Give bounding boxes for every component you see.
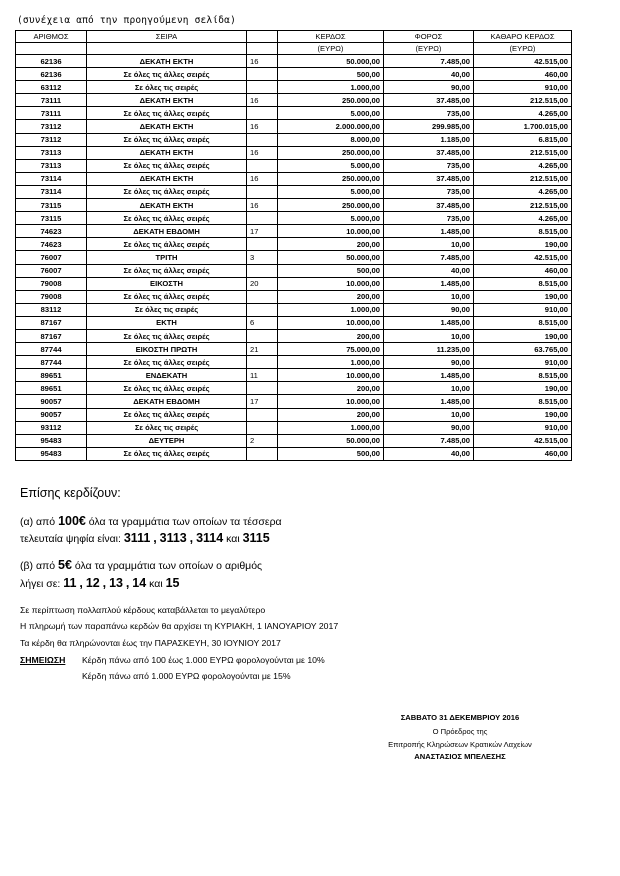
cell-tax: 7.485,00: [384, 434, 474, 447]
cell-tax: 1.185,00: [384, 133, 474, 146]
cell-series: ΔΕΚΑΤΗ ΕΚΤΗ: [87, 146, 247, 159]
cell-tax: 10,00: [384, 238, 474, 251]
cell-number: 87167: [16, 316, 87, 329]
table-row: [16, 290, 572, 303]
cell-number: 87744: [16, 343, 87, 356]
cell-prize: 50.000,00: [278, 55, 384, 68]
cell-prize: 1.000,00: [278, 303, 384, 316]
cell-number: 73111: [16, 94, 87, 107]
cell-prize: 75.000,00: [278, 343, 384, 356]
para-b-amount: 5€: [58, 558, 72, 572]
cell-draw: 16: [247, 146, 278, 159]
table-row: [16, 277, 572, 290]
cell-net: 8.515,00: [474, 316, 572, 329]
cell-prize: 10.000,00: [278, 395, 384, 408]
cell-draw: 16: [247, 94, 278, 107]
cell-series: Σε όλες τις σειρές: [87, 81, 247, 94]
table-row: [16, 356, 572, 369]
cell-draw: [247, 212, 278, 225]
header-tax: ΦΟΡΟΣ: [384, 31, 474, 43]
table-row: [16, 264, 572, 277]
cell-net: 212.515,00: [474, 146, 572, 159]
cell-tax: 90,00: [384, 303, 474, 316]
cell-series: Σε όλες τις σειρές: [87, 303, 247, 316]
table-row: [16, 434, 572, 447]
cell-net: 190,00: [474, 290, 572, 303]
cell-prize: 1.000,00: [278, 421, 384, 434]
cell-number: 73111: [16, 107, 87, 120]
cell-series: ΔΕΚΑΤΗ ΕΚΤΗ: [87, 94, 247, 107]
table-row: [16, 159, 572, 172]
cell-series: Σε όλες τις άλλες σειρές: [87, 212, 247, 225]
note-label: ΣΗΜΕΙΩΣΗ: [20, 655, 66, 665]
cell-net: 190,00: [474, 408, 572, 421]
cell-series: Σε όλες τις άλλες σειρές: [87, 408, 247, 421]
cell-net: 212.515,00: [474, 199, 572, 212]
header-number-blank: [16, 43, 87, 55]
cell-tax: 10,00: [384, 408, 474, 421]
note-payment-end: Τα κέρδη θα πληρώνονται έως την ΠΑΡΑΣΚΕΥΗ, 30 ΙΟΥΝΙΟΥ 2017: [20, 638, 281, 648]
cell-prize: 200,00: [278, 238, 384, 251]
header-series-blank: [87, 43, 247, 55]
cell-net: 910,00: [474, 303, 572, 316]
cell-net: 910,00: [474, 421, 572, 434]
cell-series: ΔΕΚΑΤΗ ΕΒΔΟΜΗ: [87, 225, 247, 238]
results-table: [15, 30, 572, 461]
para-a-prefix: (α) από: [20, 516, 56, 528]
table-row: [16, 107, 572, 120]
cell-tax: 90,00: [384, 356, 474, 369]
signature-committee: Επιτροπής Κληρώσεων Κρατικών Λαχείων: [388, 740, 532, 749]
cell-series: Σε όλες τις άλλες σειρές: [87, 447, 247, 460]
cell-prize: 500,00: [278, 447, 384, 460]
cell-tax: 1.485,00: [384, 277, 474, 290]
cell-number: 76007: [16, 251, 87, 264]
note-multiple-prize: Σε περίπτωση πολλαπλού κέρδους καταβάλλεται το μεγαλύτερο: [20, 605, 266, 615]
cell-number: 87167: [16, 329, 87, 342]
table-row: [16, 120, 572, 133]
table-row: [16, 408, 572, 421]
table-row: [16, 225, 572, 238]
para-a-line2-prefix: τελευταία ψηφία είναι:: [20, 533, 121, 545]
para-b-ending-1: 11: [63, 576, 77, 590]
cell-net: 910,00: [474, 81, 572, 94]
cell-number: 79008: [16, 290, 87, 303]
results-table-body: [16, 55, 572, 461]
para-a-amount: 100€: [58, 514, 86, 528]
cell-net: 190,00: [474, 329, 572, 342]
cell-net: 6.815,00: [474, 133, 572, 146]
cell-tax: 37.485,00: [384, 146, 474, 159]
cell-draw: 17: [247, 225, 278, 238]
table-header-row: [16, 31, 572, 43]
cell-draw: 16: [247, 172, 278, 185]
cell-tax: 10,00: [384, 329, 474, 342]
cell-prize: 200,00: [278, 290, 384, 303]
cell-net: 4.265,00: [474, 159, 572, 172]
cell-tax: 1.485,00: [384, 225, 474, 238]
table-row: [16, 421, 572, 434]
header-number: ΑΡΙΘΜΟΣ: [16, 31, 87, 43]
cell-net: 212.515,00: [474, 172, 572, 185]
para-a-digits-4: 3115: [242, 531, 270, 545]
cell-draw: [247, 68, 278, 81]
cell-draw: 16: [247, 55, 278, 68]
cell-number: 90057: [16, 395, 87, 408]
table-row: [16, 238, 572, 251]
cell-prize: 1.000,00: [278, 81, 384, 94]
cell-net: 42.515,00: [474, 251, 572, 264]
cell-tax: 1.485,00: [384, 369, 474, 382]
cell-prize: 1.000,00: [278, 356, 384, 369]
table-row: [16, 369, 572, 382]
cell-prize: 8.000,00: [278, 133, 384, 146]
table-row: [16, 212, 572, 225]
header-tax-unit: (ΕΥΡΩ): [384, 43, 474, 55]
header-series: ΣΕΙΡΑ: [87, 31, 247, 43]
cell-prize: 250.000,00: [278, 199, 384, 212]
cell-number: 89651: [16, 382, 87, 395]
table-row: [16, 81, 572, 94]
table-row: [16, 199, 572, 212]
cell-tax: 299.985,00: [384, 120, 474, 133]
cell-tax: 90,00: [384, 81, 474, 94]
table-row: [16, 382, 572, 395]
header-draw: [247, 31, 278, 43]
cell-prize: 50.000,00: [278, 434, 384, 447]
cell-prize: 200,00: [278, 382, 384, 395]
cell-net: 190,00: [474, 238, 572, 251]
cell-tax: 735,00: [384, 185, 474, 198]
cell-number: 73115: [16, 212, 87, 225]
cell-tax: 40,00: [384, 447, 474, 460]
cell-number: 73113: [16, 159, 87, 172]
para-b-ending-5: 15: [165, 576, 180, 590]
cell-number: 90057: [16, 408, 87, 421]
paragraph-a-line2: τελευταία ψηφία είναι: 3111 , 3113 , 3114 και 3115: [20, 531, 270, 545]
cell-number: 89651: [16, 369, 87, 382]
cell-number: 95483: [16, 447, 87, 460]
cell-draw: [247, 408, 278, 421]
cell-draw: 21: [247, 343, 278, 356]
cell-draw: [247, 447, 278, 460]
cell-net: 4.265,00: [474, 107, 572, 120]
cell-number: 79008: [16, 277, 87, 290]
cell-series: Σε όλες τις άλλες σειρές: [87, 382, 247, 395]
header-net-unit: (ΕΥΡΩ): [474, 43, 572, 55]
para-a-text: όλα τα γραμμάτια των οποίων τα τέσσερα: [88, 516, 282, 528]
cell-series: ΔΕΥΤΕΡΗ: [87, 434, 247, 447]
cell-net: 8.515,00: [474, 369, 572, 382]
cell-prize: 250.000,00: [278, 146, 384, 159]
cell-tax: 90,00: [384, 421, 474, 434]
cell-number: 62136: [16, 55, 87, 68]
cell-series: ΕΙΚΟΣΤΗ ΠΡΩΤΗ: [87, 343, 247, 356]
cell-series: ΔΕΚΑΤΗ ΕΒΔΟΜΗ: [87, 395, 247, 408]
cell-number: 74623: [16, 225, 87, 238]
cell-number: 73112: [16, 120, 87, 133]
cell-tax: 10,00: [384, 290, 474, 303]
cell-draw: [247, 421, 278, 434]
cell-draw: 2: [247, 434, 278, 447]
para-a-and: και: [226, 533, 240, 545]
para-a-digits-2: 3113: [159, 531, 187, 545]
cell-tax: 37.485,00: [384, 172, 474, 185]
para-a-digits-3: 3114: [196, 531, 224, 545]
cell-number: 76007: [16, 264, 87, 277]
note-payment-start: Η πληρωμή των παραπάνω κερδών θα αρχίσει τη ΚΥΡΙΑΚΗ, 1 ΙΑΝΟΥΑΡΙΟΥ 2017: [20, 621, 339, 631]
cell-series: Σε όλες τις άλλες σειρές: [87, 159, 247, 172]
cell-number: 63112: [16, 81, 87, 94]
cell-series: ΤΡΙΤΗ: [87, 251, 247, 264]
cell-prize: 200,00: [278, 408, 384, 421]
cell-tax: 735,00: [384, 212, 474, 225]
signature-name: ΑΝΑΣΤΑΣΙΟΣ ΜΠΕΛΕΣΗΣ: [414, 752, 506, 761]
cell-prize: 10.000,00: [278, 225, 384, 238]
cell-draw: 17: [247, 395, 278, 408]
cell-series: ΕΝΔΕΚΑΤΗ: [87, 369, 247, 382]
cell-series: Σε όλες τις άλλες σειρές: [87, 185, 247, 198]
cell-net: 4.265,00: [474, 185, 572, 198]
cell-series: Σε όλες τις σειρές: [87, 421, 247, 434]
cell-draw: [247, 107, 278, 120]
note-tax-10: Κέρδη πάνω από 100 έως 1.000 ΕΥΡΩ φορολογούνται με 10%: [82, 655, 325, 665]
cell-prize: 250.000,00: [278, 94, 384, 107]
cell-prize: 500,00: [278, 264, 384, 277]
cell-series: ΕΙΚΟΣΤΗ: [87, 277, 247, 290]
cell-prize: 10.000,00: [278, 316, 384, 329]
cell-net: 460,00: [474, 264, 572, 277]
para-b-ending-2: 12: [85, 576, 100, 590]
cell-prize: 500,00: [278, 68, 384, 81]
table-row: [16, 329, 572, 342]
signature-role: Ο Πρόεδρος της: [432, 727, 488, 736]
cell-prize: 250.000,00: [278, 172, 384, 185]
paragraph-a-line1: [20, 514, 282, 528]
cell-draw: [247, 356, 278, 369]
cell-number: 74623: [16, 238, 87, 251]
cell-draw: 16: [247, 120, 278, 133]
cell-prize: 10.000,00: [278, 277, 384, 290]
cell-draw: [247, 133, 278, 146]
header-net: ΚΑΘΑΡΟ ΚΕΡΔΟΣ: [474, 31, 572, 43]
cell-net: 8.515,00: [474, 395, 572, 408]
cell-tax: 1.485,00: [384, 395, 474, 408]
cell-net: 8.515,00: [474, 225, 572, 238]
cell-net: 460,00: [474, 447, 572, 460]
cell-net: 42.515,00: [474, 434, 572, 447]
cell-tax: 10,00: [384, 382, 474, 395]
cell-series: ΔΕΚΑΤΗ ΕΚΤΗ: [87, 120, 247, 133]
para-b-text: όλα τα γραμμάτια των οποίων ο αριθμός: [74, 560, 263, 572]
continued-note: (συνέχεια από την προηγούμενη σελίδα): [17, 15, 237, 26]
cell-series: Σε όλες τις άλλες σειρές: [87, 290, 247, 303]
cell-number: 62136: [16, 68, 87, 81]
cell-number: 73112: [16, 133, 87, 146]
cell-draw: 11: [247, 369, 278, 382]
table-row: [16, 185, 572, 198]
cell-net: 1.700.015,00: [474, 120, 572, 133]
cell-tax: 735,00: [384, 107, 474, 120]
cell-prize: 10.000,00: [278, 369, 384, 382]
cell-prize: 5.000,00: [278, 212, 384, 225]
cell-draw: 16: [247, 199, 278, 212]
cell-prize: 50.000,00: [278, 251, 384, 264]
cell-prize: 5.000,00: [278, 159, 384, 172]
cell-number: 73114: [16, 185, 87, 198]
para-a-digits-1: 3111: [123, 531, 151, 545]
table-row: [16, 68, 572, 81]
cell-draw: [247, 81, 278, 94]
paragraph-b-line2: λήγει σε: 11 , 12 , 13 , 14 και 15: [20, 576, 180, 590]
cell-draw: [247, 185, 278, 198]
signature-date: ΣΑΒΒΑΤΟ 31 ΔΕΚΕΜΒΡΙΟΥ 2016: [400, 713, 520, 722]
table-row: [16, 316, 572, 329]
cell-number: 87744: [16, 356, 87, 369]
cell-net: 63.765,00: [474, 343, 572, 356]
cell-series: Σε όλες τις άλλες σειρές: [87, 238, 247, 251]
cell-series: Σε όλες τις άλλες σειρές: [87, 68, 247, 81]
table-row: [16, 251, 572, 264]
cell-draw: [247, 238, 278, 251]
cell-draw: [247, 303, 278, 316]
table-row: [16, 303, 572, 316]
para-b-ending-4: 14: [132, 576, 147, 590]
cell-draw: [247, 382, 278, 395]
table-row: [16, 133, 572, 146]
cell-series: ΔΕΚΑΤΗ ΕΚΤΗ: [87, 172, 247, 185]
cell-prize: 2.000.000,00: [278, 120, 384, 133]
cell-number: 93112: [16, 421, 87, 434]
cell-series: Σε όλες τις άλλες σειρές: [87, 264, 247, 277]
cell-tax: 11.235,00: [384, 343, 474, 356]
cell-number: 95483: [16, 434, 87, 447]
table-row: [16, 94, 572, 107]
cell-net: 42.515,00: [474, 55, 572, 68]
cell-draw: [247, 290, 278, 303]
table-row: [16, 55, 572, 68]
cell-tax: 7.485,00: [384, 55, 474, 68]
cell-draw: [247, 329, 278, 342]
table-row: [16, 395, 572, 408]
cell-prize: 5.000,00: [278, 185, 384, 198]
cell-draw: [247, 264, 278, 277]
cell-draw: 3: [247, 251, 278, 264]
cell-number: 73114: [16, 172, 87, 185]
note-tax-15: Κέρδη πάνω από 1.000 ΕΥΡΩ φορολογούνται με 15%: [82, 671, 291, 681]
cell-tax: 40,00: [384, 68, 474, 81]
cell-draw: [247, 159, 278, 172]
cell-draw: 6: [247, 316, 278, 329]
cell-net: 460,00: [474, 68, 572, 81]
header-draw-blank: [247, 43, 278, 55]
cell-tax: 7.485,00: [384, 251, 474, 264]
table-header-unit-row: [16, 43, 572, 55]
cell-number: 73115: [16, 199, 87, 212]
cell-series: Σε όλες τις άλλες σειρές: [87, 107, 247, 120]
para-b-line2-prefix: λήγει σε:: [20, 578, 61, 590]
table-row: [16, 172, 572, 185]
para-b-and: και: [149, 578, 163, 590]
paragraph-b-line1: [20, 558, 262, 572]
para-b-prefix: (β) από: [20, 560, 56, 572]
cell-series: Σε όλες τις άλλες σειρές: [87, 329, 247, 342]
cell-net: 8.515,00: [474, 277, 572, 290]
cell-series: ΔΕΚΑΤΗ ΕΚΤΗ: [87, 199, 247, 212]
cell-tax: 40,00: [384, 264, 474, 277]
cell-tax: 37.485,00: [384, 94, 474, 107]
cell-net: 190,00: [474, 382, 572, 395]
table-row: [16, 146, 572, 159]
cell-series: ΕΚΤΗ: [87, 316, 247, 329]
cell-number: 83112: [16, 303, 87, 316]
cell-net: 212.515,00: [474, 94, 572, 107]
also-win-heading: Επίσης κερδίζουν:: [20, 486, 121, 500]
cell-tax: 37.485,00: [384, 199, 474, 212]
cell-net: 4.265,00: [474, 212, 572, 225]
cell-tax: 1.485,00: [384, 316, 474, 329]
cell-prize: 200,00: [278, 329, 384, 342]
cell-draw: 20: [247, 277, 278, 290]
cell-tax: 735,00: [384, 159, 474, 172]
table-row: [16, 343, 572, 356]
cell-prize: 5.000,00: [278, 107, 384, 120]
header-prize-unit: (ΕΥΡΩ): [278, 43, 384, 55]
header-prize: ΚΕΡΔΟΣ: [278, 31, 384, 43]
cell-series: Σε όλες τις άλλες σειρές: [87, 133, 247, 146]
cell-net: 910,00: [474, 356, 572, 369]
cell-number: 73113: [16, 146, 87, 159]
cell-series: Σε όλες τις άλλες σειρές: [87, 356, 247, 369]
table-row: [16, 447, 572, 460]
para-b-ending-3: 13: [109, 576, 123, 590]
cell-series: ΔΕΚΑΤΗ ΕΚΤΗ: [87, 55, 247, 68]
